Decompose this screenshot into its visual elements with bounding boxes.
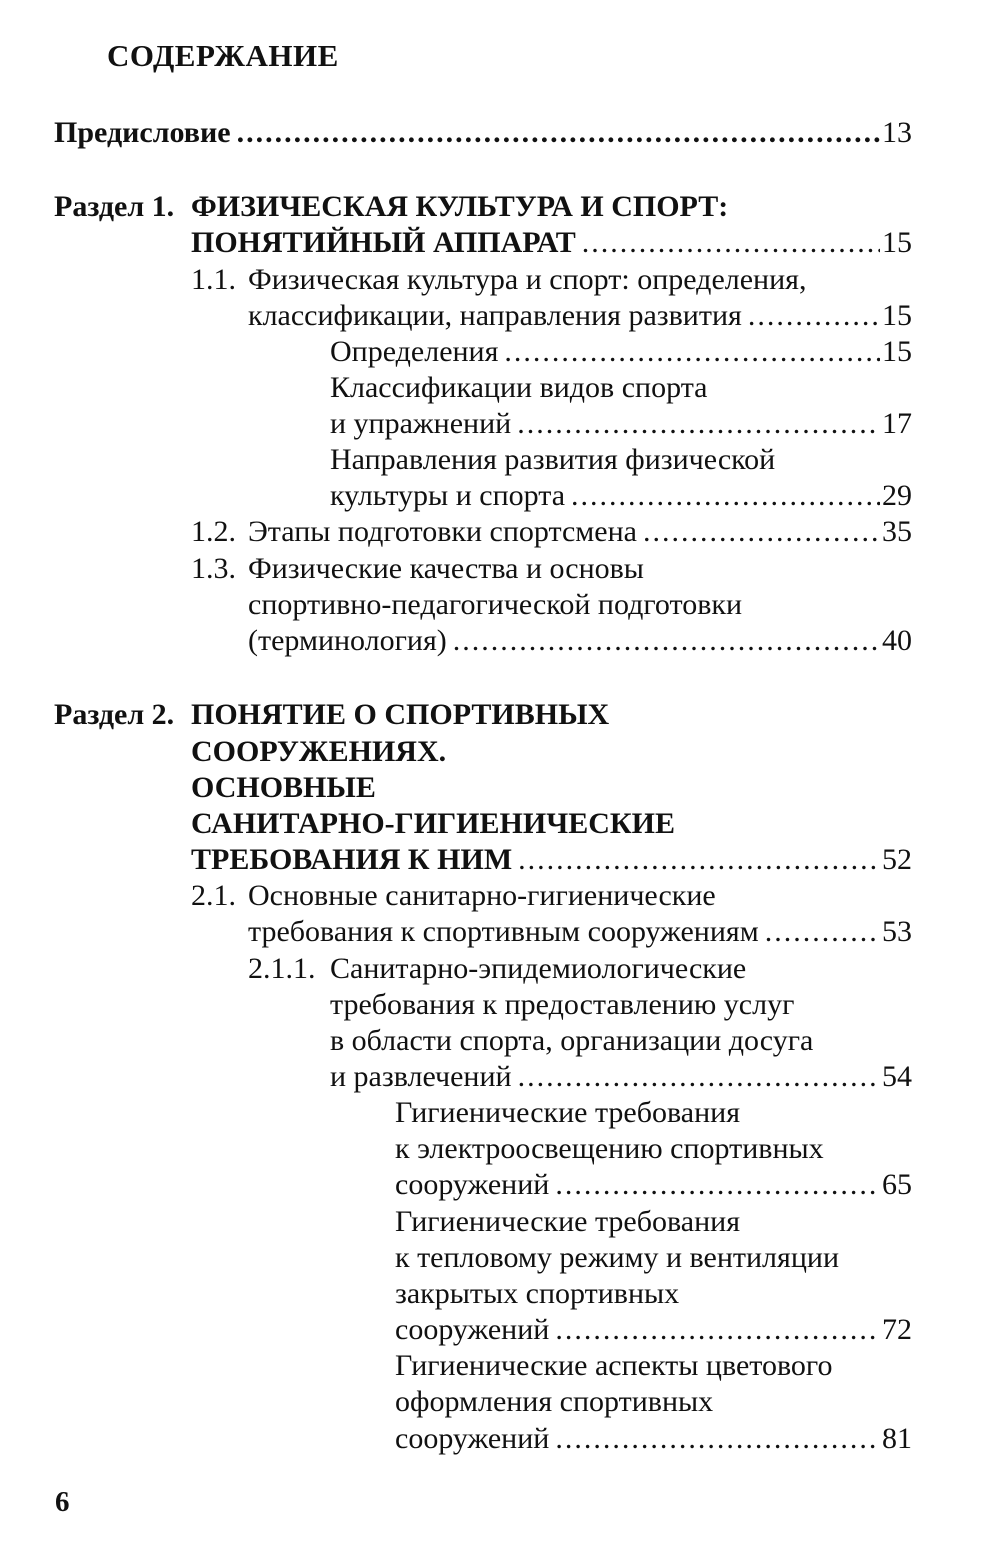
toc-entry-lighting[interactable] xyxy=(395,1166,912,1204)
subsection-number: 1.1. xyxy=(191,263,236,296)
entry-title-line1: Направления развития физической xyxy=(330,443,776,476)
entry-title-line2: к электроосвещению спортивных xyxy=(395,1132,824,1165)
section2-heading-line3: ОСНОВНЫЕ xyxy=(191,771,376,804)
entry-label: культуры и спорта xyxy=(330,479,566,512)
toc-entry-thermal[interactable] xyxy=(395,1311,912,1349)
entry-label: классификации, направления развития xyxy=(248,299,742,332)
entry-page: 35 xyxy=(882,515,912,548)
leader-dots xyxy=(582,224,880,262)
subsection-number: 1.2. xyxy=(191,515,236,548)
leader-dots xyxy=(555,1311,880,1349)
leader-dots xyxy=(237,114,880,152)
subsection-title-line2: требования к предоставлению услуг xyxy=(330,988,795,1021)
entry-page: 65 xyxy=(882,1168,912,1201)
entry-label: Этапы подготовки спортсмена xyxy=(248,515,637,548)
entry-title-line2: оформления спортивных xyxy=(395,1385,714,1418)
leader-dots xyxy=(748,297,880,335)
subsection-title-line1: Основные санитарно-гигиенические xyxy=(248,879,716,912)
entry-page: 13 xyxy=(882,116,912,149)
subsection-title-line1: Физические качества и основы xyxy=(248,552,644,585)
section1-heading-line1: ФИЗИЧЕСКАЯ КУЛЬТУРА И СПОРТ: xyxy=(191,190,729,223)
subsection-title-line3: в области спорта, организации досуга xyxy=(330,1024,814,1057)
page-number: 6 xyxy=(55,1486,70,1518)
toc-entry-1-1[interactable] xyxy=(248,297,912,335)
entry-page: 54 xyxy=(882,1060,912,1093)
subsection-title-line2: спортивно-педагогической подготовки xyxy=(248,588,743,621)
entry-page: 40 xyxy=(882,624,912,657)
entry-title-line2: к тепловому режиму и вентиляции xyxy=(395,1241,839,1274)
leader-dots xyxy=(555,1166,880,1204)
entry-page: 17 xyxy=(882,407,912,440)
toc-entry-2-1[interactable] xyxy=(248,913,912,951)
leader-dots xyxy=(517,405,880,443)
toc-entry-color[interactable] xyxy=(395,1420,912,1458)
toc-entry-definitions[interactable] xyxy=(330,333,912,371)
section1-prefix: Раздел 1. xyxy=(54,190,175,223)
entry-label: ТРЕБОВАНИЯ К НИМ xyxy=(191,843,513,876)
entry-page: 15 xyxy=(882,335,912,368)
entry-page: 15 xyxy=(882,299,912,332)
entry-title-line1: Гигиенические аспекты цветового xyxy=(395,1349,833,1382)
entry-page: 81 xyxy=(882,1422,912,1455)
entry-page: 52 xyxy=(882,843,912,876)
leader-dots xyxy=(504,333,880,371)
entry-title-line3: закрытых спортивных xyxy=(395,1277,680,1310)
entry-label: Определения xyxy=(330,335,499,368)
entry-title-line1: Гигиенические требования xyxy=(395,1096,740,1129)
subsection-number: 1.3. xyxy=(191,552,236,585)
leader-dots xyxy=(765,913,880,951)
leader-dots xyxy=(571,477,880,515)
page-title: СОДЕРЖАНИЕ xyxy=(107,38,339,73)
toc-entry-1-2[interactable] xyxy=(248,513,912,551)
section2-heading-line2: СООРУЖЕНИЯХ. xyxy=(191,735,447,768)
entry-label: сооружений xyxy=(395,1422,550,1455)
entry-label: сооружений xyxy=(395,1313,550,1346)
toc-entry-section2[interactable] xyxy=(191,841,912,879)
subsection-number: 2.1. xyxy=(191,879,236,912)
entry-title-line1: Гигиенические требования xyxy=(395,1205,740,1238)
entry-page: 29 xyxy=(882,479,912,512)
section2-heading-line1: ПОНЯТИЕ О СПОРТИВНЫХ xyxy=(191,698,610,731)
subsection-number: 2.1.1. xyxy=(248,952,316,985)
entry-page: 72 xyxy=(882,1313,912,1346)
leader-dots xyxy=(453,622,880,660)
entry-label: и развлечений xyxy=(330,1060,512,1093)
leader-dots xyxy=(518,1058,880,1096)
toc-entry-1-3[interactable] xyxy=(248,622,912,660)
leader-dots xyxy=(555,1420,880,1458)
toc-entry-preface[interactable] xyxy=(54,114,912,152)
section2-heading-line4: САНИТАРНО-ГИГИЕНИЧЕСКИЕ xyxy=(191,807,675,840)
entry-title-line1: Классификации видов спорта xyxy=(330,371,708,404)
entry-label: требования к спортивным сооружениям xyxy=(248,915,759,948)
subsection-title-line1: Санитарно-эпидемиологические xyxy=(330,952,747,985)
leader-dots xyxy=(643,513,880,551)
leader-dots xyxy=(518,841,880,879)
entry-label: и упражнений xyxy=(330,407,512,440)
section2-prefix: Раздел 2. xyxy=(54,698,175,731)
entry-label: (терминология) xyxy=(248,624,447,657)
entry-page: 15 xyxy=(882,226,912,259)
entry-label: ПОНЯТИЙНЫЙ АППАРАТ xyxy=(191,226,576,259)
entry-page: 53 xyxy=(882,915,912,948)
subsection-title-line1: Физическая культура и спорт: определения, xyxy=(248,263,807,296)
entry-label: Предисловие xyxy=(54,116,231,149)
toc-entry-classifications[interactable] xyxy=(330,405,912,443)
toc-entry-2-1-1[interactable] xyxy=(330,1058,912,1096)
entry-label: сооружений xyxy=(395,1168,550,1201)
toc-entry-section1[interactable] xyxy=(191,224,912,262)
toc-entry-directions[interactable] xyxy=(330,477,912,515)
